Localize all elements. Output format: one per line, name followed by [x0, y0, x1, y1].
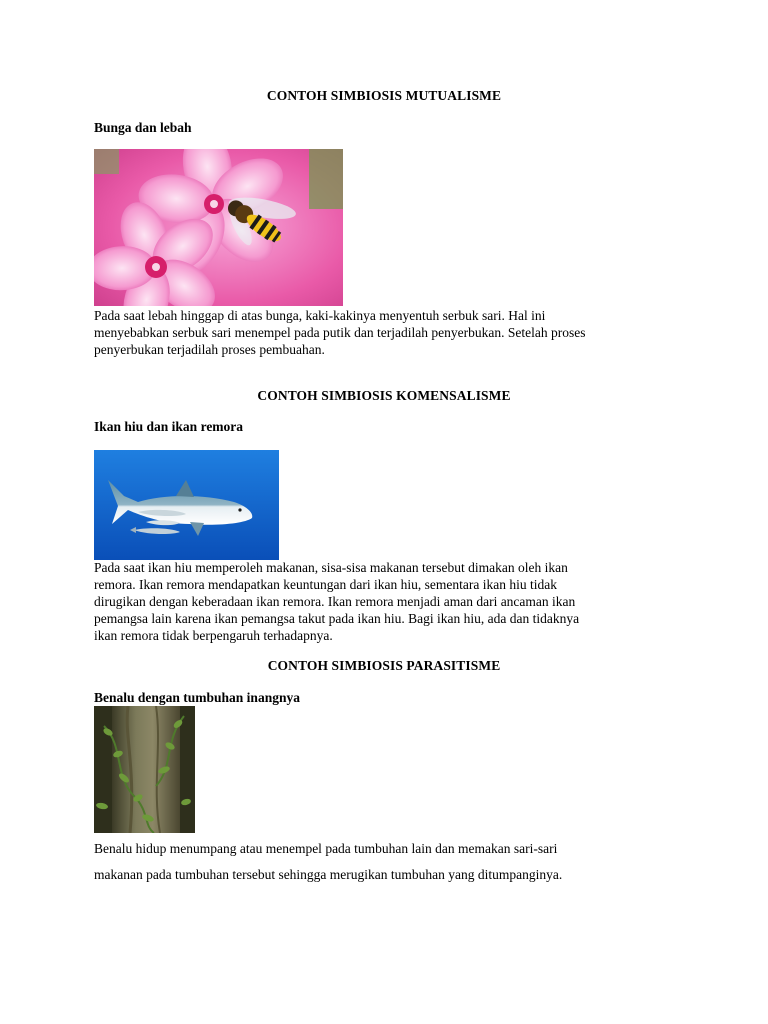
- section-heading-komensalisme: CONTOH SIMBIOSIS KOMENSALISME: [257, 388, 511, 403]
- paragraph-line: Pada saat lebah hinggap di atas bunga, kaki-kakinya menyentuh serbuk sari. Hal ini: [94, 308, 546, 323]
- paragraph-line: remora. Ikan remora mendapatkan keuntungan dari ikan hiu, sementara ikan hiu tidak: [94, 577, 557, 592]
- paragraph-mutualisme: [94, 307, 674, 358]
- paragraph-line: Pada saat ikan hiu memperoleh makanan, sisa-sisa makanan tersebut dimakan oleh ikan: [94, 560, 568, 575]
- section-heading-mutualisme: CONTOH SIMBIOSIS MUTUALISME: [266, 88, 502, 103]
- subheading-benalu: Benalu dengan tumbuhan inangnya: [94, 690, 300, 705]
- paragraph-komensalisme: [94, 559, 674, 644]
- paragraph-line: penyerbukan terjadilah proses pembuahan.: [94, 342, 325, 357]
- paragraph-line: Benalu hidup menumpang atau menempel pada tumbuhan lain dan memakan sari-sari: [94, 841, 558, 856]
- shark-remora-photo: [94, 450, 279, 560]
- paragraph-line: menyebabkan serbuk sari menempel pada putik dan terjadilah penyerbukan. Setelah proses: [94, 325, 586, 340]
- paragraph-line: makanan pada tumbuhan tersebut sehingga merugikan tumbuhan yang ditumpanginya.: [94, 867, 563, 882]
- paragraph-line: ikan remora tidak berpengaruh terhadapnya.: [94, 628, 333, 643]
- section-heading-parasitisme: CONTOH SIMBIOSIS PARASITISME: [267, 658, 501, 673]
- subheading-bunga-lebah: Bunga dan lebah: [94, 120, 192, 135]
- subheading-hiu-remora: Ikan hiu dan ikan remora: [94, 419, 244, 434]
- paragraph-line: pemangsa lain karena ikan pemangsa takut pada ikan hiu. Bagi ikan hiu, ada dan tidaknya: [94, 611, 580, 626]
- paragraph-line: dirugikan dengan keberadaan ikan remora. Ikan remora menjadi aman dari ancaman ikan: [94, 594, 576, 609]
- flower-bee-photo: [94, 149, 343, 306]
- mistletoe-tree-photo: [94, 706, 195, 833]
- paragraph-parasitisme: [94, 836, 674, 888]
